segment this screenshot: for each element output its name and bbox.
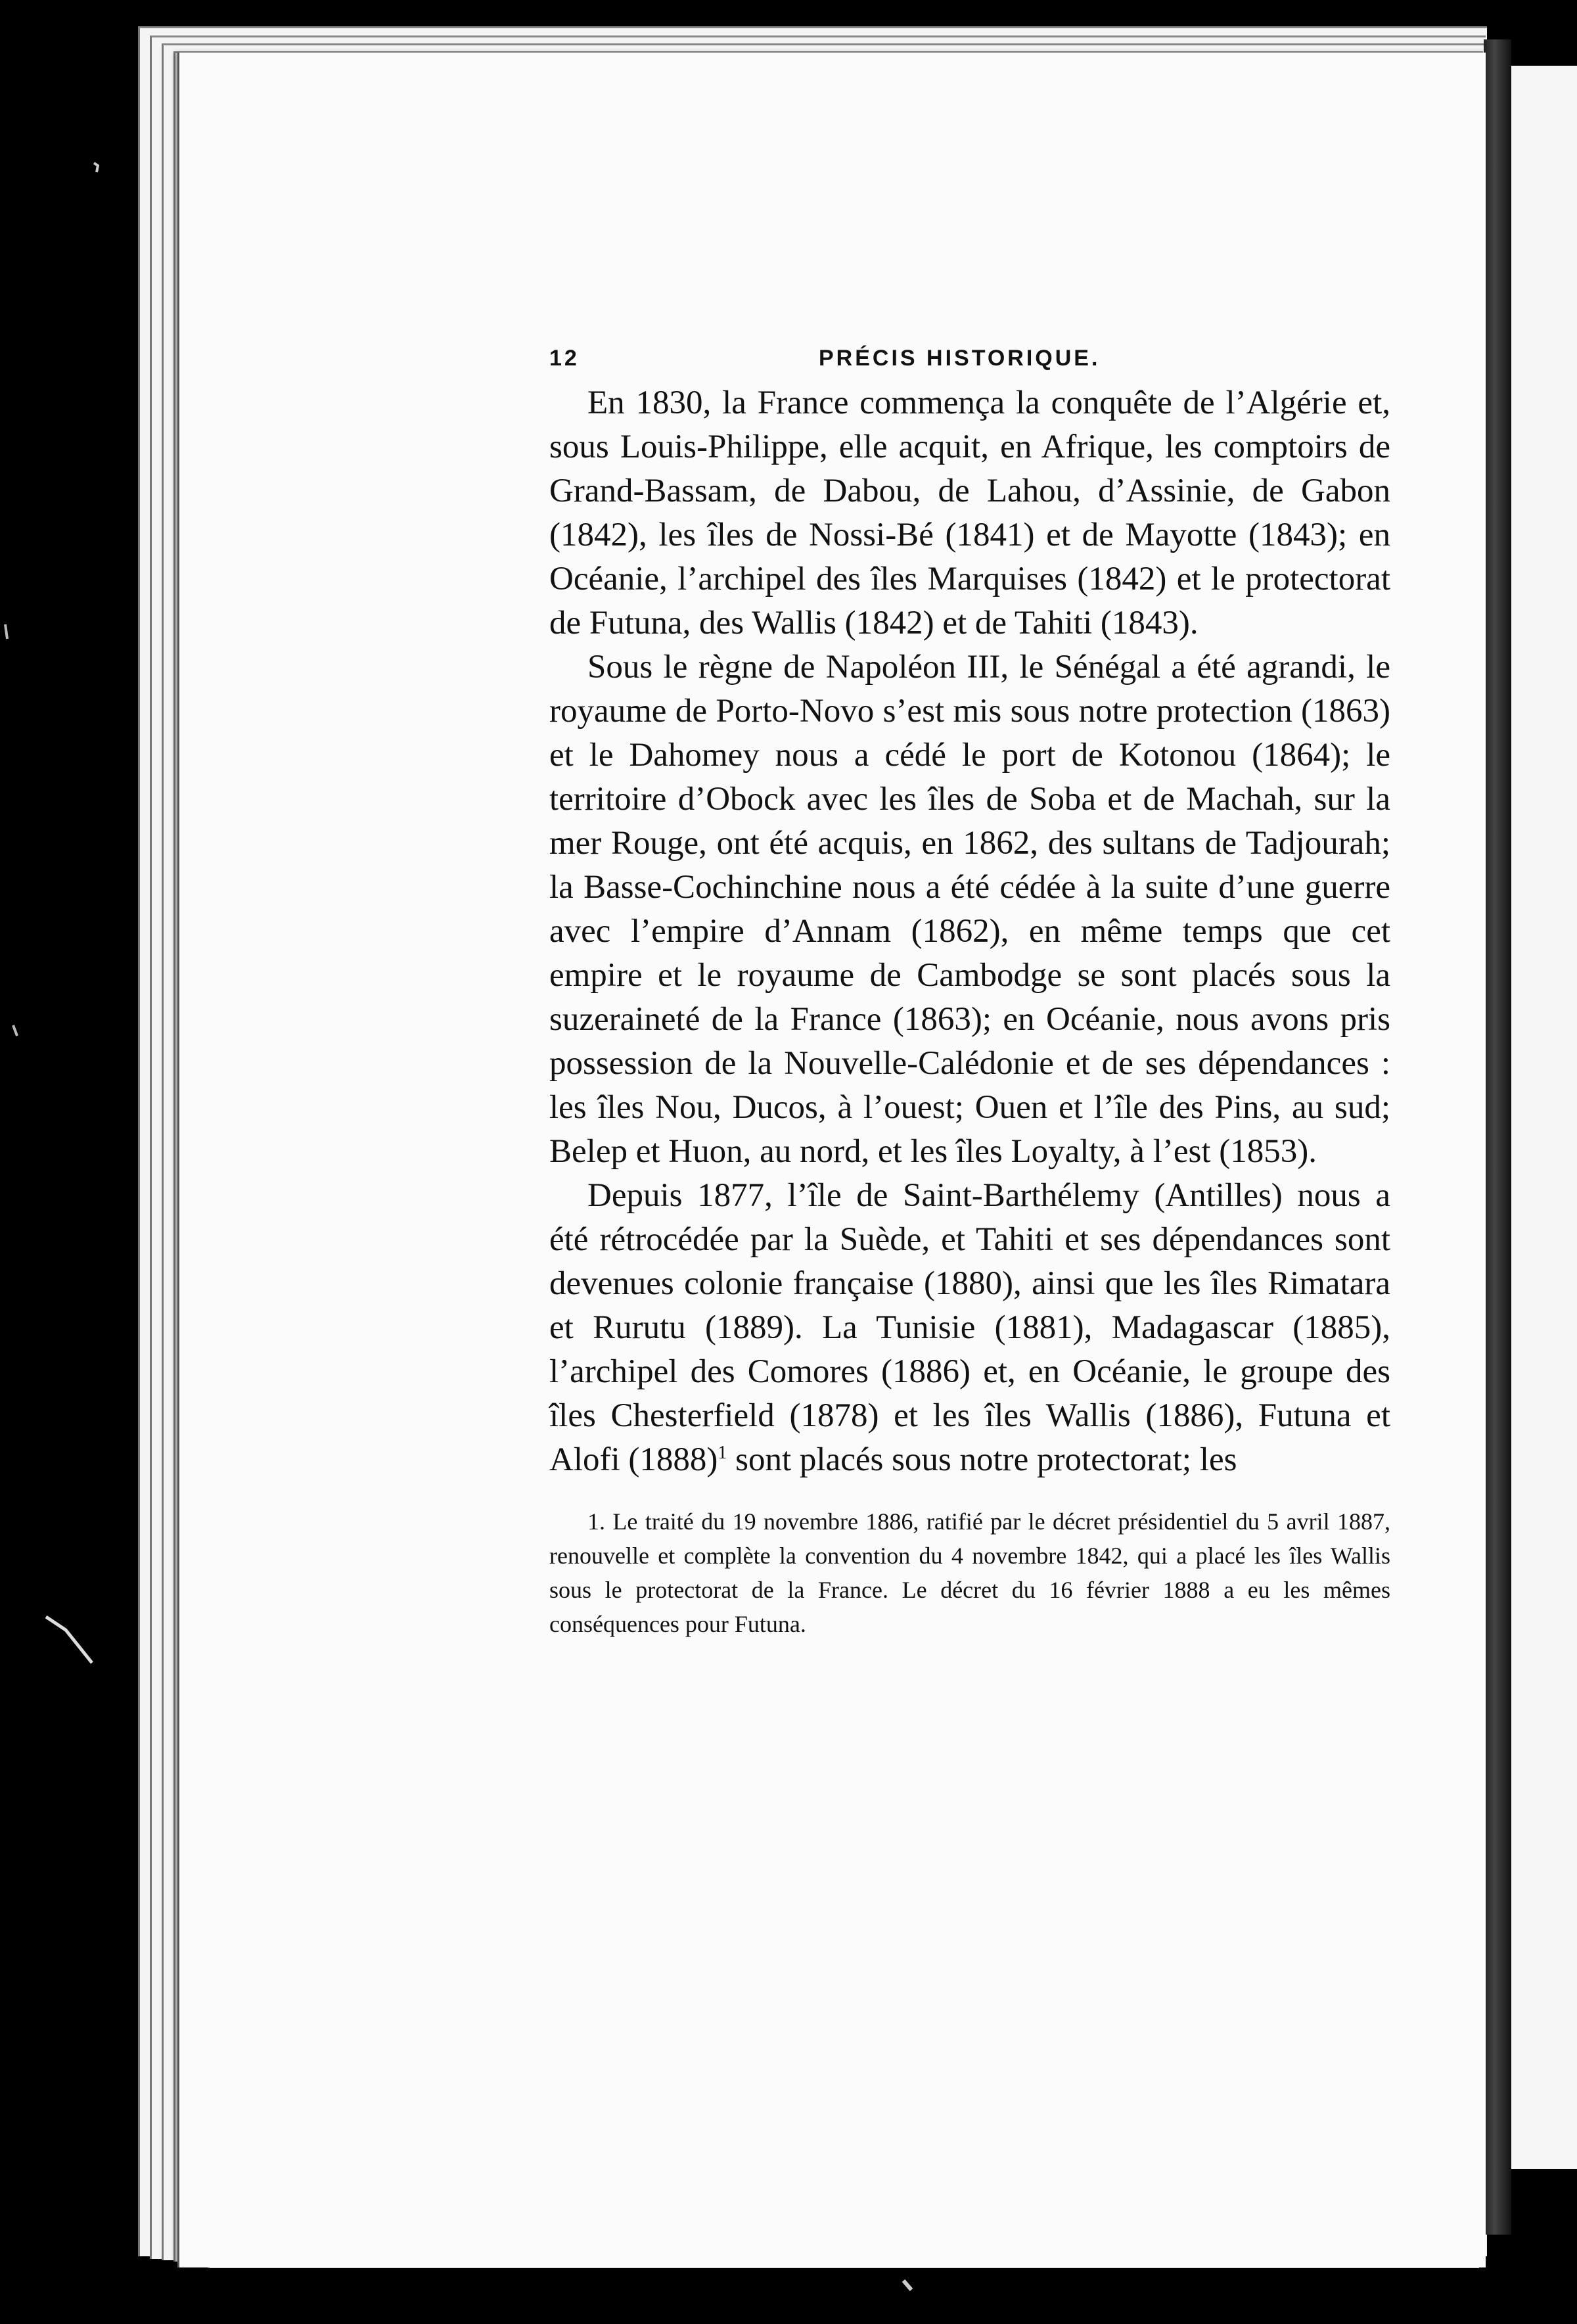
page-number: 12 bbox=[549, 346, 580, 371]
page-text-block bbox=[549, 342, 1390, 1641]
running-title: PRÉCIS HISTORIQUE. bbox=[819, 346, 1101, 371]
paragraph-3 bbox=[549, 1174, 1390, 1482]
scan-speck bbox=[903, 2281, 911, 2290]
scan-speck bbox=[94, 163, 98, 172]
paragraph-3-body: Depuis 1877, l’île de Saint-Barthélemy (Antilles) nous a été rétrocédée par la Suède, et Tahiti et ses dépendances sont devenues colonie française (1880), ainsi que les îles Rimatara et Rurutu (1889). La Tunisie (1881), Madagascar (1885), l’archipel des Comores (1886) et, en Océanie, le groupe des îles Chesterfield (1878) et les îles Wallis (1886), Futuna et Alofi (1888) bbox=[549, 1177, 1390, 1478]
book-spine bbox=[1484, 39, 1511, 2235]
footnote-reference: 1 bbox=[718, 1443, 727, 1463]
footnote: 1. Le traité du 19 novembre 1886, ratifié par le décret présidentiel du 5 avril 1887, renouvelle et complète la convention du 4 novembre 1842, qui a placé les îles Wallis sous le protectorat de la France. Le décret du 16 février 1888 a eu les mêmes conséquences pour Futuna. bbox=[549, 1508, 1390, 1637]
scan-speck bbox=[5, 624, 7, 639]
paragraph-2: Sous le règne de Napoléon III, le Sénégal a été agrandi, le royaume de Porto-Novo s’est mis sous notre protection (1863) et le Dahomey nous a cédé le port de Kotonou (1864); le territoire d’Obock avec les îles de Soba et de Machah, sur la mer Rouge, ont été acquis, en 1862, des sultans de Tadjourah; la Basse-Cochinchine nous a été cédée à la suite d’une guerre avec l’empire d’Annam (1862), en même temps que cet empire et le royaume de Cambodge se sont placés sous la suzeraineté de la France (1863); en Océanie, nous avons pris possession de la Nouvelle-Calédonie et de ses dépendances : les îles Nou, Ducos, à l’ouest; Ouen et l’île des Pins, au sud; Belep et Huon, au nord, et les îles Loyalty, à l’est (1853). bbox=[549, 649, 1390, 1170]
scan-speck bbox=[46, 1617, 92, 1663]
footnote-spacer bbox=[549, 1482, 1390, 1504]
running-head bbox=[549, 342, 1390, 381]
paragraph-3-tail: sont placés sous notre protectorat; les bbox=[727, 1441, 1237, 1478]
paragraph-1: En 1830, la France commença la conquête de l’Algérie et, sous Louis-Philippe, elle acquit, en Afrique, les comptoirs de Grand-Bassam, de Dabou, de Lahou, d’Assinie, de Gabon (1842), les îles de Nossi-Bé (1841) et de Mayotte (1843); en Océanie, l’archipel des îles Marquises (1842) et le protectorat de Futuna, des Wallis (1842) et de Tahiti (1843). bbox=[549, 384, 1390, 641]
scan-speck bbox=[13, 1025, 17, 1036]
facing-page-edge bbox=[1511, 66, 1577, 2169]
